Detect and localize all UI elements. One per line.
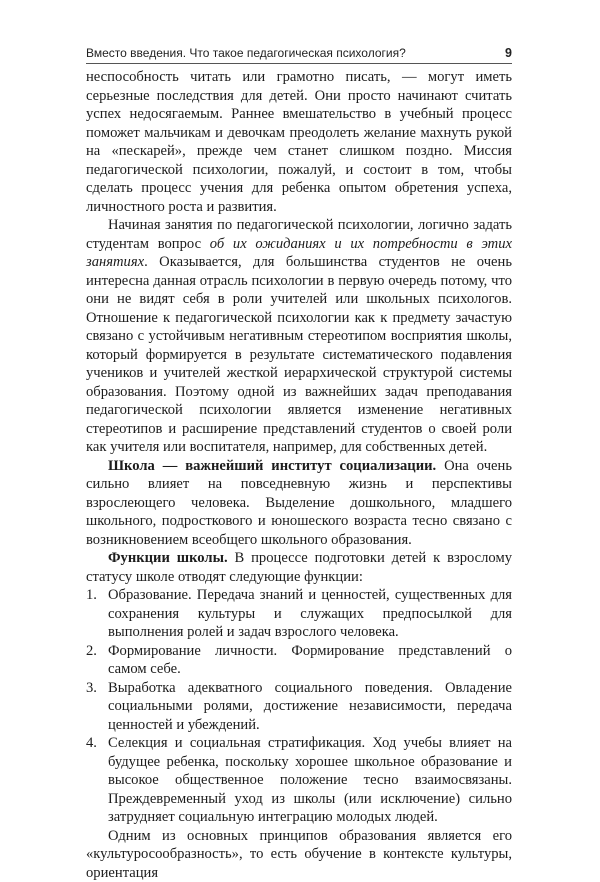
list-item-text: Выработка адекватного социального поведения. Овладение социальными ролями, достижение независимости, передача ценностей и убеждений. — [108, 680, 512, 733]
school-functions-list — [86, 586, 512, 827]
paragraph-3 — [86, 457, 512, 550]
paragraph-2-end: . Оказывается, для большинства студентов не очень интересна данная отрасль психологии в первую очередь потому, что они не видят себя в роли учителей или школьных психологов. Отношение к педагогической психологии как к предмету зачастую связано с устойчивым негативным стереотипом восприятия школы, который формируется в результате систематического подавления учеников и учителей жесткой иерархической структурой системы образования. Поэтому одной из важнейших задач преподавания педагогической психологии является изменение негативных стереотипов и расширение представлений студентов о своей роли как учителя или воспитателя, например, для собственных детей. — [86, 254, 512, 455]
list-item — [86, 679, 512, 735]
list-item-text: Образование. Передача знаний и ценностей, существенных для сохранения культуры и служащих предпосылкой для выполнения ролей и задач взрослого человека. — [108, 587, 512, 640]
paragraph-4-text: В процессе подготовки детей к взрослому статусу школе отводят следующие функции: — [86, 550, 512, 585]
running-head — [86, 42, 512, 64]
paragraph-2-italic: об их ожиданиях и их потребности в этих занятиях — [86, 236, 512, 271]
list-item — [86, 586, 512, 642]
paragraph-2-start: Начиная занятия по педагогической психологии, логично задать студентам вопрос — [86, 217, 512, 252]
page-body — [86, 68, 512, 882]
list-item — [86, 642, 512, 679]
list-item-number: 3. — [86, 679, 97, 698]
paragraph-5: Одним из основных принципов образования является его «культуросообразность», то есть обучение в контексте культуры, ориентация — [86, 827, 512, 882]
list-item-number: 4. — [86, 734, 97, 753]
paragraph-3-text: Она очень сильно влияет на повседневную жизнь и перспективы взрослеющего человека. Выделение дошкольного, младшего школьного, подросткового и юношеского возраста тесно связано с возникновением всеобщего школьного образования. — [86, 458, 512, 548]
paragraph-2 — [86, 216, 512, 457]
page-number: 9 — [505, 46, 512, 60]
list-item-text: Формирование личности. Формирование представлений о самом себе. — [108, 643, 512, 678]
list-item-number: 1. — [86, 586, 97, 605]
chapter-title: Вместо введения. Что такое педагогическая психология? — [86, 46, 406, 60]
paragraph-4-heading: Функции школы. — [108, 550, 228, 566]
paragraph-3-heading: Школа — важнейший институт социализации. — [108, 458, 436, 474]
paragraph-1: неспособность читать или грамотно писать, — могут иметь серьезные последствия для детей. Они просто начинают считать успех недосягаемым. Раннее вмешательство в учебный процесс поможет мальчикам и девочкам преодолеть желание махнуть рукой на «пескарей», прежде чем станет слишком поздно. Миссия педагогической психологии, пожалуй, и состоит в том, чтобы сделать процесс учения для ребенка опытом обретения успеха, личностного роста и развития. — [86, 68, 512, 216]
paragraph-4 — [86, 549, 512, 586]
list-item — [86, 734, 512, 827]
list-item-number: 2. — [86, 642, 97, 661]
list-item-text: Селекция и социальная стратификация. Ход учебы влияет на будущее ребенка, поскольку хорошее школьное образование и высокое общественное положение тесно взаимосвязаны. Преждевременный уход из школы (или исключение) сильно затрудняет социальную интеграцию молодых людей. — [108, 735, 512, 825]
